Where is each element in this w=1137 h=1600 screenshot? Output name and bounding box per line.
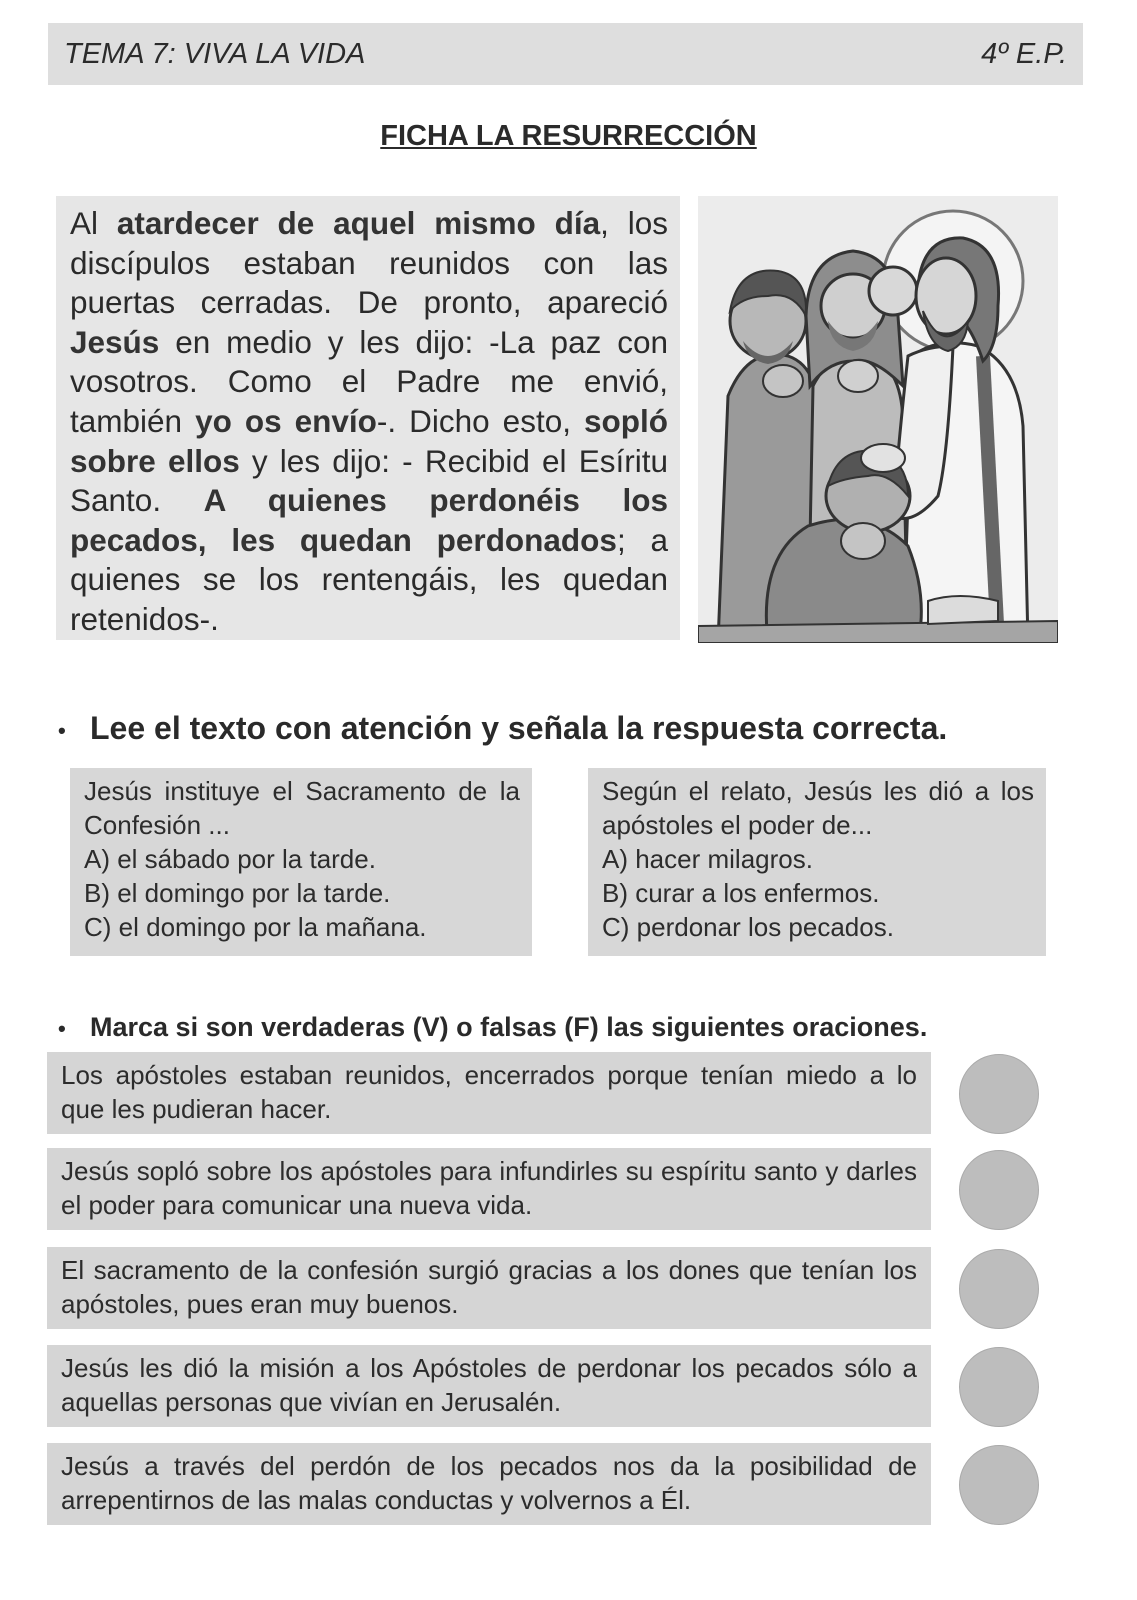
reading-text-run: -. Dicho esto, xyxy=(376,402,584,439)
question-text: Según el relato, Jesús les dió a los apóstoles el poder de... xyxy=(602,776,1034,840)
answer-circle[interactable] xyxy=(959,1054,1039,1134)
answer-circle[interactable] xyxy=(959,1347,1039,1427)
bullet-icon: • xyxy=(58,1015,66,1041)
statement-row xyxy=(47,1345,1047,1427)
reading-bold-run: atardecer de aquel mismo día xyxy=(116,205,601,241)
answer-option[interactable]: B) el domingo por la tarde. xyxy=(84,878,391,908)
instruction-true-false xyxy=(58,1012,927,1043)
bullet-icon: • xyxy=(58,717,66,743)
answer-option[interactable]: A) hacer milagros. xyxy=(602,844,813,874)
statement-text: Jesús les dió la misión a los Apóstoles de perdonar los pecados sólo a aquellas personas que vivían en Jerusalén. xyxy=(47,1345,931,1427)
statement-row xyxy=(47,1443,1047,1525)
statement-text: Jesús a través del perdón de los pecados nos da la posibilidad de arrepentirnos de las malas conductas y volvernos a Él. xyxy=(47,1443,931,1525)
reading-text-run: y les dijo: - Recibid el Esíritu Santo. xyxy=(70,442,668,519)
answer-option[interactable]: C) perdonar los pecados. xyxy=(602,912,894,942)
statement-row xyxy=(47,1052,1047,1134)
answer-option[interactable]: B) curar a los enfermos. xyxy=(602,878,880,908)
reading-text-run: Al xyxy=(70,205,117,241)
reading-text-run: ; a quienes se los rentengáis, les quedan retenidos-. xyxy=(70,521,668,637)
answer-circle[interactable] xyxy=(959,1150,1039,1230)
answer-option[interactable]: C) el domingo por la mañana. xyxy=(84,912,427,942)
statement-text: Jesús sopló sobre los apóstoles para infundirles su espíritu santo y darles el poder para comunicar una nueva vida. xyxy=(47,1148,931,1230)
reading-bold-run: A quienes perdonéis los pecados, les quedan perdonados xyxy=(70,482,668,558)
reading-bold-run: sopló sobre ellos xyxy=(70,402,668,479)
statement-row xyxy=(47,1247,1047,1329)
reading-passage xyxy=(56,196,680,640)
instruction-text: Marca si son verdaderas (V) o falsas (F) las siguientes oraciones. xyxy=(90,1012,928,1042)
header-grade: 4º E.P. xyxy=(981,37,1067,70)
page-title: FICHA LA RESURRECCIÓN xyxy=(380,120,757,152)
instruction-text: Lee el texto con atención y señala la respuesta correcta. xyxy=(90,710,948,746)
header-topic: TEMA 7: VIVA LA VIDA xyxy=(64,37,366,70)
statement-text: El sacramento de la confesión surgió gracias a los dones que tenían los apóstoles, pues eran muy buenos. xyxy=(47,1247,931,1329)
answer-circle[interactable] xyxy=(959,1249,1039,1329)
reading-text-run: en medio y les dijo: -La paz con vosotros. Como el Padre me envió, también xyxy=(70,323,668,439)
statement-row xyxy=(47,1148,1047,1230)
question-text: Jesús instituye el Sacramento de la Confesión ... xyxy=(84,776,520,840)
statement-text: Los apóstoles estaban reunidos, encerrados porque tenían miedo a lo que les pudieran hacer. xyxy=(47,1052,931,1134)
reading-bold-run: Jesús xyxy=(70,323,160,360)
answer-option[interactable]: A) el sábado por la tarde. xyxy=(84,844,376,874)
answer-circle[interactable] xyxy=(959,1445,1039,1525)
instruction-multiple-choice xyxy=(58,710,947,747)
reading-bold-run: yo os envío xyxy=(195,402,377,439)
jesus-apostles-illustration xyxy=(698,196,1058,643)
question-box xyxy=(588,768,1046,956)
reading-text-run: , los discípulos estaban reunidos con las puertas cerradas. De pronto, apareció xyxy=(70,205,668,321)
question-box xyxy=(70,768,532,956)
page-header xyxy=(48,23,1083,85)
